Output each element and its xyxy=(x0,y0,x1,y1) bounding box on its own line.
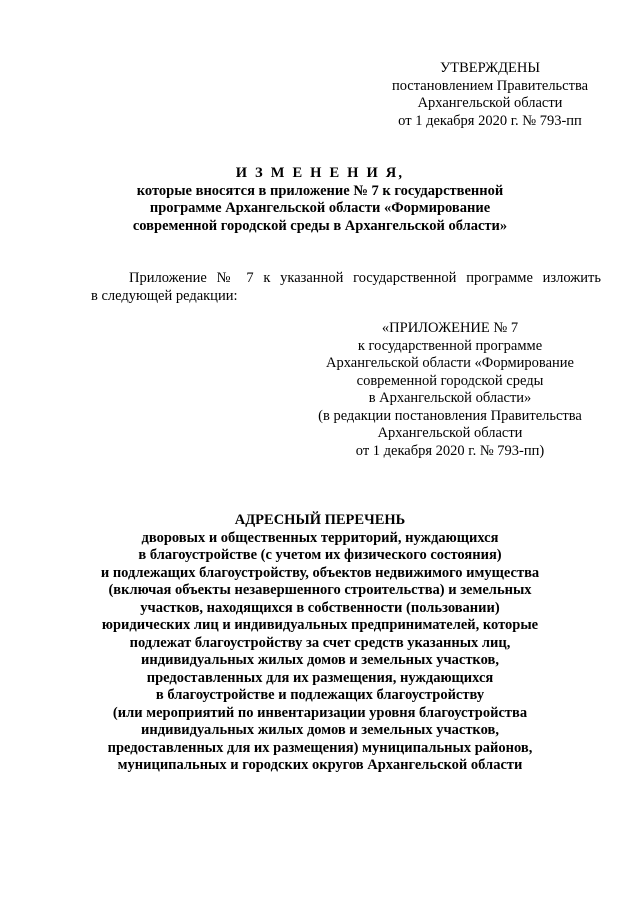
approval-line: УТВЕРЖДЕНЫ xyxy=(439,60,541,76)
annex-line: от 1 декабря 2020 г. № 793-пп) xyxy=(355,442,545,459)
annex-line: Архангельской области xyxy=(377,425,523,441)
address-list-line: предоставленных для их размещения, нуждающихся xyxy=(146,669,494,686)
annex-line: современной городской среды xyxy=(356,372,544,389)
address-list-line: в благоустройстве и подлежащих благоустройству xyxy=(155,687,485,703)
annex-block xyxy=(300,320,600,460)
changes-line: программе Архангельской области «Формирование xyxy=(149,200,491,216)
address-list-line: юридических лиц и индивидуальных предпринимателей, которые xyxy=(101,617,539,633)
paragraph-line-2: в следующей редакции: xyxy=(91,287,238,304)
address-list-line: предоставленных для их размещения) муниципальных районов, xyxy=(107,739,533,756)
paragraph-line-1: Приложение № 7 к указанной государственной программе изложить xyxy=(129,270,601,286)
address-list-line: дворовых и общественных территорий, нуждающихся xyxy=(141,529,499,546)
approval-line: Архангельской области xyxy=(417,95,563,111)
approval-block xyxy=(380,60,600,130)
changes-title xyxy=(80,165,560,235)
approval-line: постановлением Правительства xyxy=(391,77,589,94)
address-list-line: муниципальных и городских округов Архангельской области xyxy=(117,757,523,773)
address-list-line: и подлежащих благоустройству, объектов недвижимого имущества xyxy=(100,564,540,581)
annex-line: «ПРИЛОЖЕНИЕ № 7 xyxy=(381,320,519,336)
annex-line: (в редакции постановления Правительства xyxy=(318,407,582,424)
annex-line: в Архангельской области» xyxy=(368,390,532,406)
address-list-line: (или мероприятий по инвентаризации уровня благоустройства xyxy=(112,704,528,721)
address-list-line: индивидуальных жилых домов и земельных участков, xyxy=(141,652,499,668)
address-list-line: в благоустройстве (с учетом их физического состояния) xyxy=(138,547,502,563)
address-list-heading: АДРЕСНЫЙ ПЕРЕЧЕНЬ xyxy=(234,512,406,528)
annex-line: Архангельской области «Формирование xyxy=(326,355,574,371)
address-list-title xyxy=(75,512,565,775)
changes-heading: И З М Е Н Е Н И Я, xyxy=(235,165,405,181)
address-list-line: подлежат благоустройству за счет средств указанных лиц, xyxy=(129,634,511,651)
address-list-line: индивидуальных жилых домов и земельных участков, xyxy=(141,722,499,738)
changes-line: которые вносятся в приложение № 7 к государственной xyxy=(136,182,504,199)
address-list-line: участков, находящихся в собственности (пользовании) xyxy=(140,599,500,616)
approval-line: от 1 декабря 2020 г. № 793-пп xyxy=(398,112,582,129)
changes-line: современной городской среды в Архангельской области» xyxy=(132,217,508,234)
annex-line: к государственной программе xyxy=(357,337,543,354)
address-list-line: (включая объекты незавершенного строительства) и земельных xyxy=(108,582,532,598)
body-paragraph xyxy=(91,270,601,305)
